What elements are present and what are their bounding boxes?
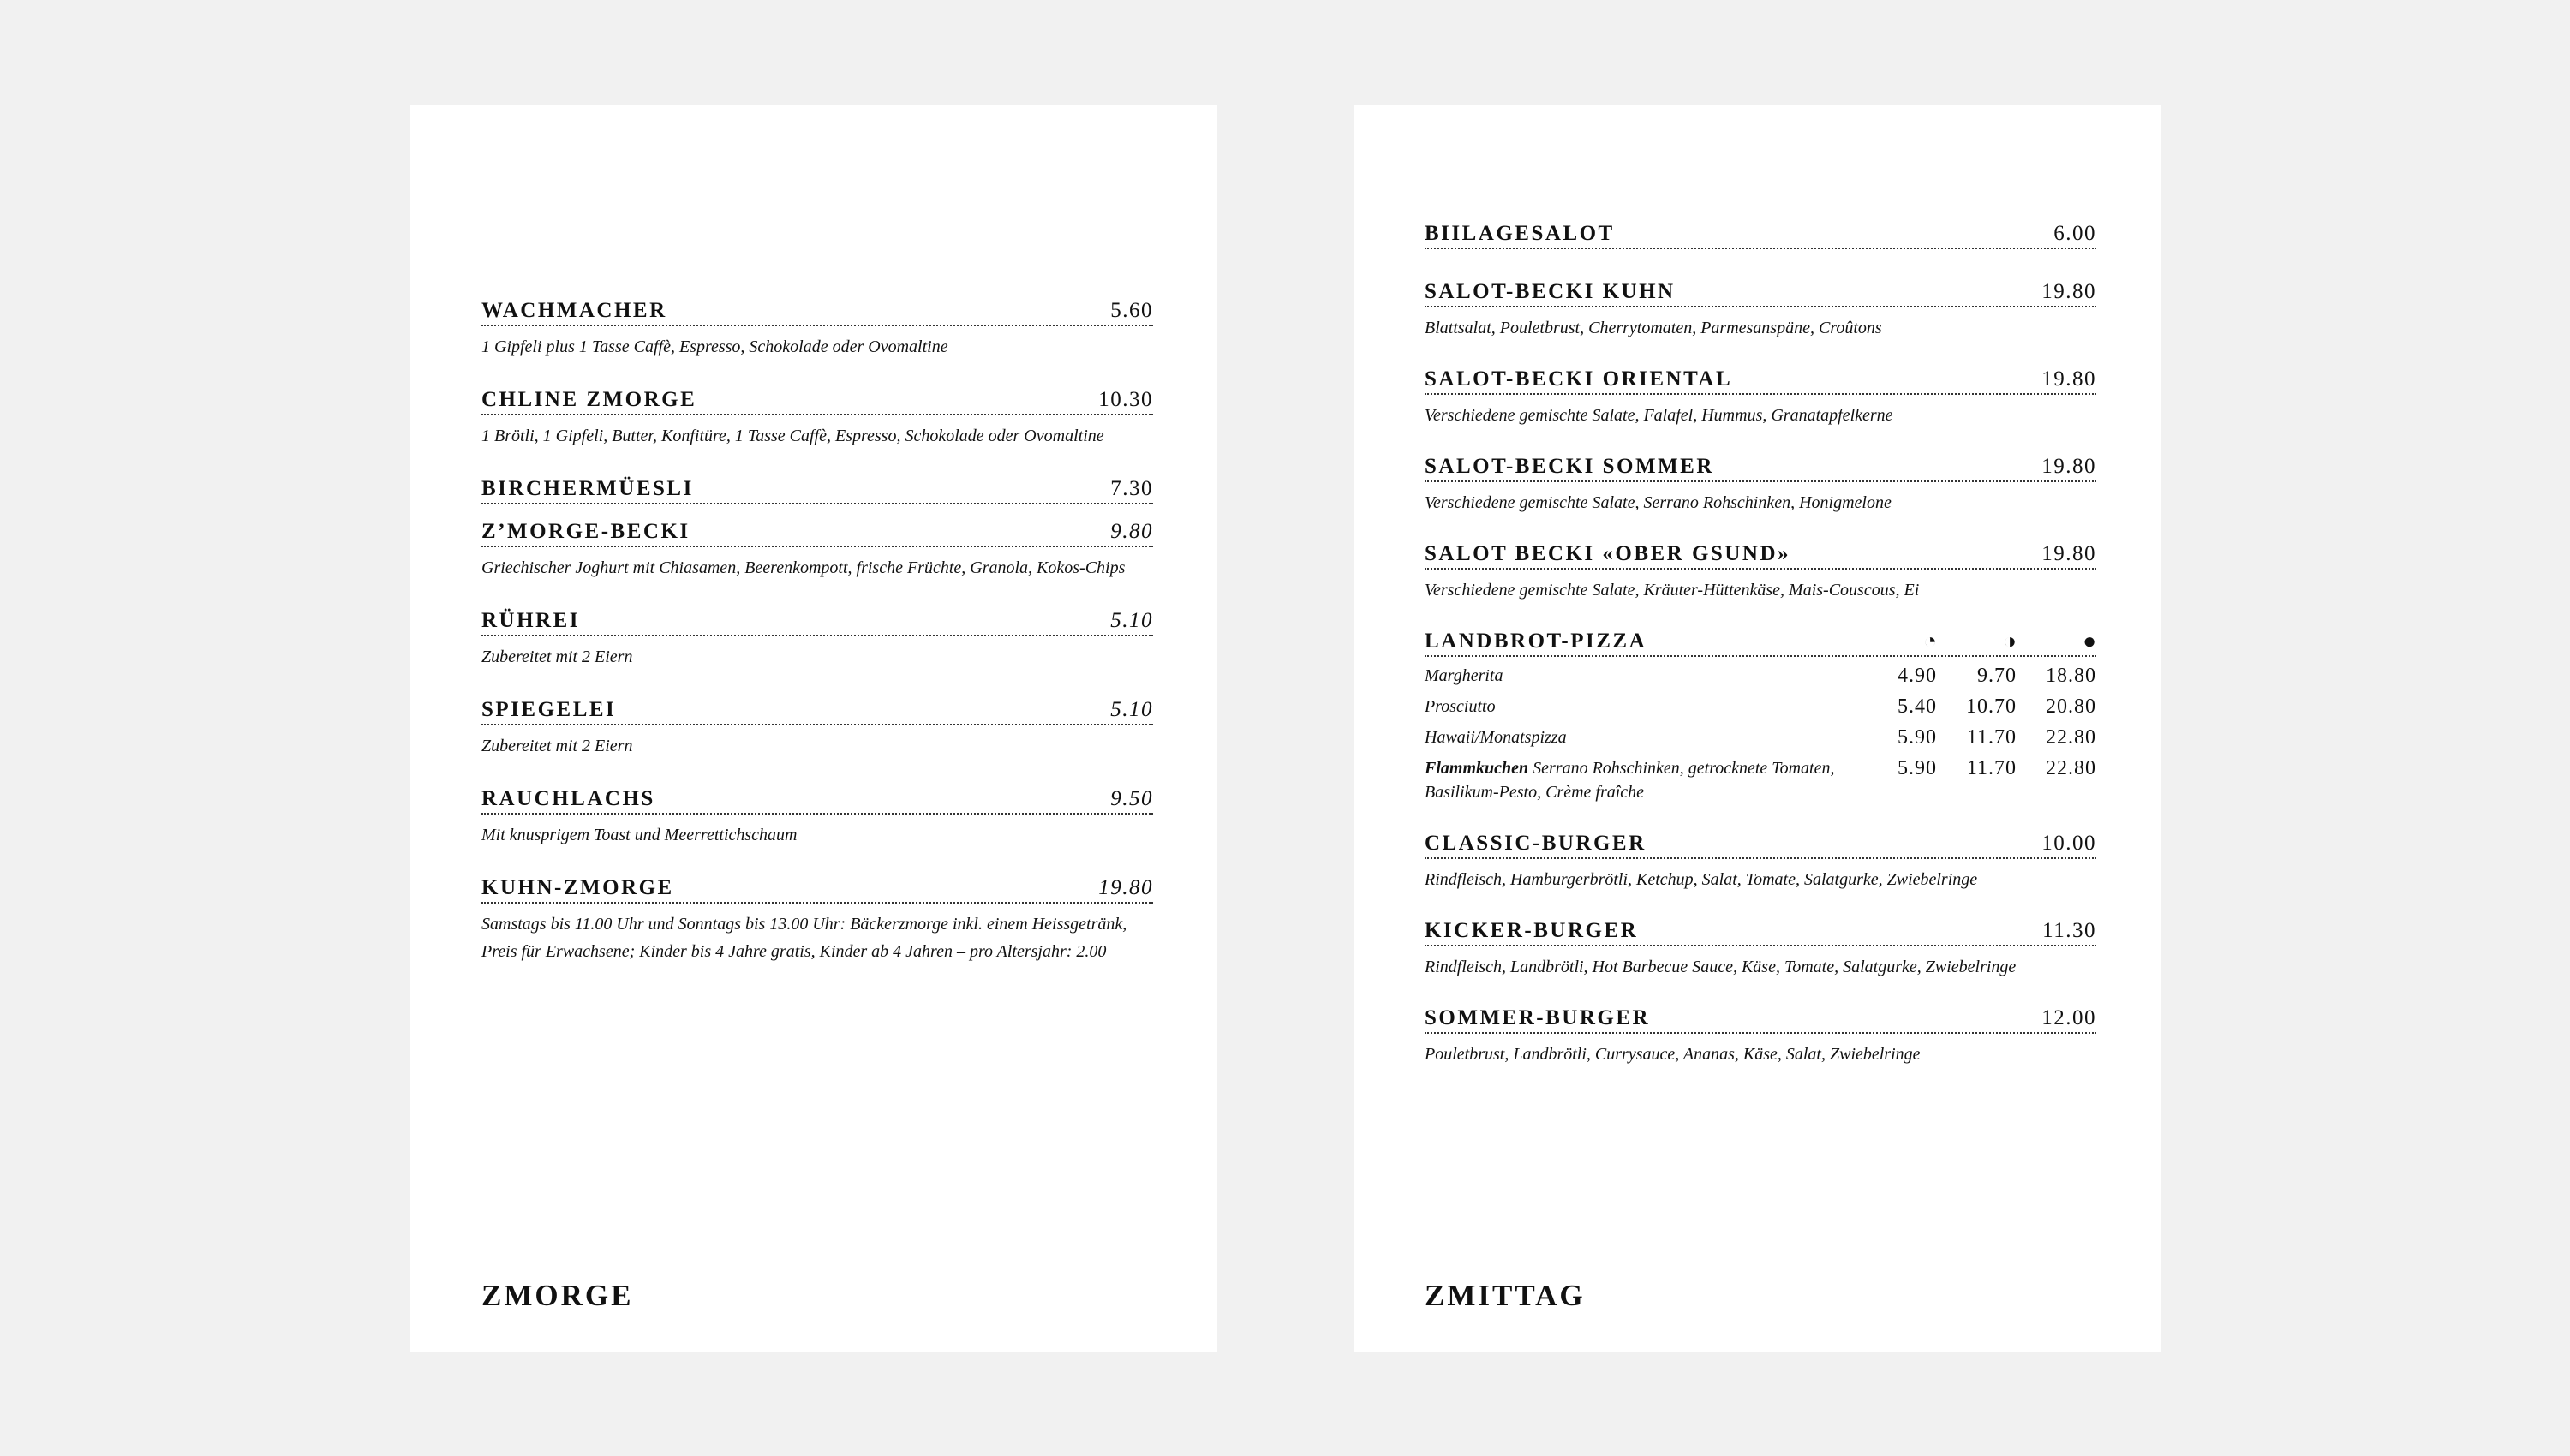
pizza-prices [1857,756,2096,780]
menu-item-header [1425,1001,2096,1034]
pizza-name [1425,695,1853,719]
menu-item-name: BIILAGESALOT [1425,222,1615,245]
pizza-name [1425,725,1853,749]
pizza-row [1425,664,2096,688]
pizza-row [1425,756,2096,804]
menu-item-price: 9.50 [1110,787,1153,810]
menu-item [1425,217,2096,249]
menu-item-header [1425,217,2096,249]
menu-item-description: Griechischer Joghurt mit Chiasamen, Beerenkompott, frische Früchte, Granola, Kokos-Chips [481,558,1126,577]
pizza-price: 5.90 [1898,757,1937,779]
menu-item-header [1425,450,2096,482]
menu-item-description: Verschiedene gemischte Salate, Kräuter-Hüttenkäse, Mais-Couscous, Ei [1425,581,1920,600]
menu-item-price: 5.60 [1110,299,1153,322]
menu-item-price: 19.80 [1098,876,1153,899]
zmittag-page-title: ZMITTAG [1425,1279,1586,1312]
menu-item-price: 19.80 [2041,455,2096,478]
half-circle-icon: ◑ [2003,629,2017,653]
menu-item-name: RÜHREI [481,609,581,632]
pizza-name [1425,756,1853,804]
menu-item-description: 1 Brötli, 1 Gipfeli, Butter, Konfitüre, 1 Tasse Caffè, Espresso, Schokolade oder Ovomaltine [481,427,1104,445]
zmorge-item-list [481,294,1153,988]
zmittag-item-list [1425,217,2096,1089]
menu-item-header [481,604,1153,636]
pizza-price: 20.80 [2046,695,2096,718]
menu-item-description: Rindfleisch, Landbrötli, Hot Barbecue Sauce, Käse, Tomate, Salatgurke, Zwiebelringe [1425,958,2017,976]
pizza-price: 18.80 [2046,665,2096,687]
menu-item-name: Z’MORGE-BECKI [481,520,690,543]
menu-item-description: Zubereitet mit 2 Eiern [481,737,633,755]
menu-item-name: WACHMACHER [481,299,667,322]
menu-item [481,604,1153,671]
zmorge-page-title: ZMORGE [481,1279,634,1312]
menu-item-price: 7.30 [1110,477,1153,500]
menu-item [481,515,1153,582]
menu-item-description: Verschiedene gemischte Salate, Serrano Rohschinken, Honigmelone [1425,493,1892,512]
menu-item [481,294,1153,361]
menu-item-price: 5.10 [1110,698,1153,721]
pizza-size-icons [1857,630,2096,653]
menu-item-name: BIRCHERMÜESLI [481,477,694,500]
menu-item-description: Rindfleisch, Hamburgerbrötli, Ketchup, Salat, Tomate, Salatgurke, Zwiebelringe [1425,870,1978,889]
pizza-price: 11.70 [1966,726,2017,749]
pizza-price: 22.80 [2046,726,2096,749]
menu-item-description: Mit knusprigem Toast und Meerrettichschaum [481,826,798,844]
menu-item-price: 19.80 [2041,280,2096,303]
pizza-price: 4.90 [1898,665,1937,687]
pizza-section [1425,624,2096,804]
menu-item [1425,275,2096,342]
menu-item-name: KICKER-BURGER [1425,919,1639,942]
menu-item [481,383,1153,450]
menu-item [1425,826,2096,893]
menu-item-description: Pouletbrust, Landbrötli, Currysauce, Ananas, Käse, Salat, Zwiebelringe [1425,1045,1921,1064]
menu-item-price: 6.00 [2053,222,2096,245]
pizza-row [1425,725,2096,749]
menu-item-price: 11.30 [2042,919,2096,942]
menu-item-description: Verschiedene gemischte Salate, Falafel, Hummus, Granatapfelkerne [1425,406,1893,425]
pizza-price: 11.70 [1966,757,2017,779]
menu-item [481,871,1153,965]
menu-item-name: SALOT-BECKI SOMMER [1425,455,1714,478]
full-circle-icon: ● [2083,629,2096,653]
menu-item [481,693,1153,760]
zmorge-menu-page [410,105,1217,1352]
menu-item-name: SPIEGELEI [481,698,617,721]
pizza-prices [1857,664,2096,688]
pizza-name-text: Margherita [1425,666,1503,685]
menu-item [1425,362,2096,429]
pizza-price: 9.70 [1977,665,2017,687]
menu-item-name: SOMMER-BURGER [1425,1006,1651,1029]
menu-item [1425,537,2096,604]
menu-item-name: SALOT BECKI «OBER GSUND» [1425,542,1790,565]
pizza-section-name: LANDBROT-PIZZA [1425,630,1647,653]
menu-item-header [1425,537,2096,570]
pizza-row [1425,695,2096,719]
pizza-name-text: Hawaii/Monatspizza [1425,728,1567,747]
pizza-name-text: Serrano Rohschinken, getrocknete Tomaten, Basilikum-Pesto, Crème fraîche [1425,759,1835,802]
menu-item-price: 9.80 [1110,520,1153,543]
menu-item-name: KUHN-ZMORGE [481,876,674,899]
menu-item-name: SALOT-BECKI ORIENTAL [1425,367,1733,391]
pizza-prices [1857,695,2096,719]
menu-item-header [481,871,1153,904]
menu-item-header [1425,914,2096,946]
menu-item-price: 10.00 [2041,832,2096,855]
quarter-circle-icon: ◔ [1923,629,1937,653]
menu-item-header [1425,275,2096,307]
menu-item-header [481,515,1153,547]
pizza-price: 5.40 [1898,695,1937,718]
menu-item-price: 19.80 [2041,542,2096,565]
menu-item-description: 1 Gipfeli plus 1 Tasse Caffè, Espresso, Schokolade oder Ovomaltine [481,337,948,356]
pizza-name-bold: Flammkuchen [1425,759,1529,778]
menu-item-description: Samstags bis 11.00 Uhr und Sonntags bis 13.00 Uhr: Bäckerzmorge inkl. einem Heissgetränk, Preis für Erwachsene; Kinder bis 4 Jahre gratis, Kinder ab 4 Jahren – pro Altersjahr: 2.00 [481,915,1127,961]
menu-item-name: RAUCHLACHS [481,787,655,810]
pizza-name [1425,664,1853,688]
menu-item-description: Zubereitet mit 2 Eiern [481,647,633,666]
menu-item-price: 19.80 [2041,367,2096,391]
pizza-name-text: Prosciutto [1425,697,1496,716]
pizza-prices [1857,725,2096,749]
pizza-price: 10.70 [1966,695,2017,718]
menu-item-header [1425,826,2096,859]
menu-item-price: 10.30 [1098,388,1153,411]
menu-item-header [1425,362,2096,395]
menu-item [481,472,1153,504]
menu-item-price: 12.00 [2041,1006,2096,1029]
pizza-price: 5.90 [1898,726,1937,749]
menu-item-header [481,693,1153,725]
menu-item-header [481,782,1153,815]
zmittag-menu-page [1354,105,2161,1352]
menu-item [1425,914,2096,981]
menu-item [1425,1001,2096,1068]
menu-item-header [481,472,1153,504]
menu-item-name: CHLINE ZMORGE [481,388,697,411]
pizza-price: 22.80 [2046,757,2096,779]
menu-item-name: CLASSIC-BURGER [1425,832,1647,855]
pizza-header [1425,624,2096,657]
menu-item-description: Blattsalat, Pouletbrust, Cherrytomaten, Parmesanspäne, Croûtons [1425,319,1882,337]
menu-item [1425,450,2096,516]
menu-item-price: 5.10 [1110,609,1153,632]
menu-item-name: SALOT-BECKI KUHN [1425,280,1676,303]
menu-item-header [481,294,1153,326]
menu-item-header [481,383,1153,415]
menu-item [481,782,1153,849]
